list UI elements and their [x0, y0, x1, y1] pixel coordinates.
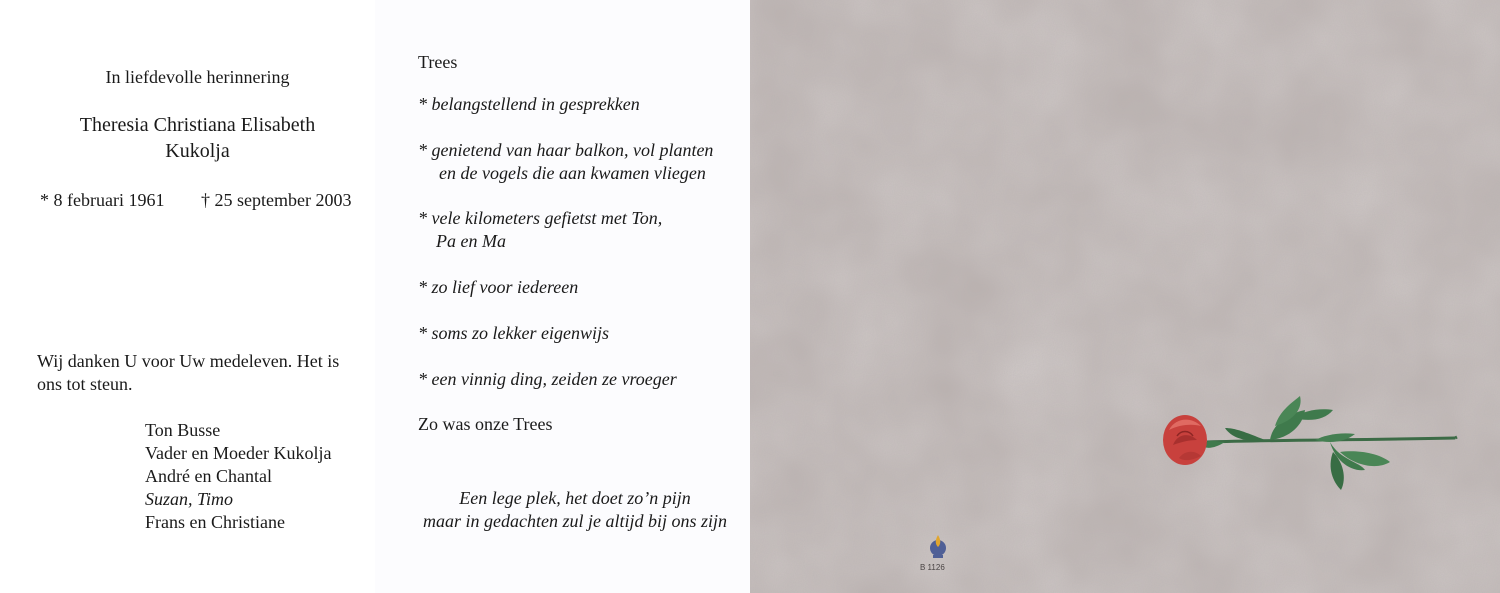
memory-item: * belangstellend in gesprekken	[418, 94, 640, 114]
family-member: Vader en Moeder Kukolja	[145, 443, 332, 463]
rose-illustration	[1155, 390, 1475, 500]
family-member: André en Chantal	[145, 466, 272, 486]
thanks-text-line2: ons tot steun.	[37, 374, 133, 394]
birth-date: * 8 februari 1961	[40, 190, 165, 210]
print-code: B 1126	[920, 563, 945, 572]
oil-lamp-logo-icon	[926, 533, 950, 561]
memory-item-continued: Pa en Ma	[436, 231, 506, 251]
memory-item-continued: en de vogels die aan kwamen vliegen	[439, 163, 706, 183]
closing-line: Zo was onze Trees	[418, 414, 553, 434]
left-panel	[0, 0, 375, 593]
deceased-surname: Kukolja	[165, 140, 230, 162]
deceased-name: Theresia Christiana Elisabeth	[79, 114, 316, 136]
poem-line: maar in gedachten zul je altijd bij ons zijn	[423, 511, 727, 531]
thanks-text-line1: Wij danken U voor Uw medeleven. Het is	[37, 351, 340, 371]
memory-item: * vele kilometers gefietst met Ton,	[418, 208, 663, 228]
memory-item: * soms zo lekker eigenwijs	[418, 323, 609, 343]
family-member: Frans en Christiane	[145, 512, 285, 532]
poem-title: Trees	[418, 52, 458, 72]
memory-item: * genietend van haar balkon, vol planten	[418, 140, 714, 160]
cover-panel	[750, 0, 1500, 593]
memorial-heading: In liefdevolle herinnering	[105, 67, 290, 87]
poem-line: Een lege plek, het doet zo’n pijn	[459, 488, 691, 508]
death-date: † 25 september 2003	[201, 190, 352, 210]
textured-background	[750, 0, 1500, 593]
family-member: Suzan, Timo	[145, 489, 234, 509]
memory-item: * een vinnig ding, zeiden ze vroeger	[418, 369, 677, 389]
family-member: Ton Busse	[145, 420, 221, 440]
middle-panel	[375, 0, 750, 593]
memory-item: * zo lief voor iedereen	[418, 277, 579, 297]
